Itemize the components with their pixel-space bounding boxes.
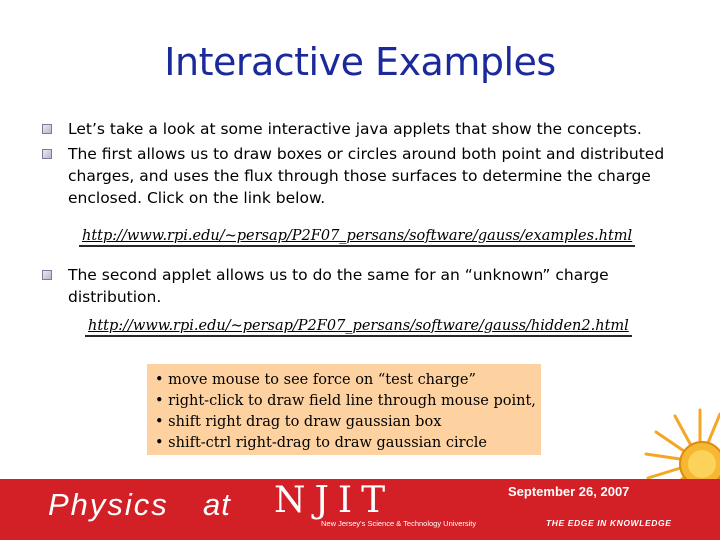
hidden-applet-link[interactable]: http://www.rpi.edu/~persap/P2F07_persans/software/gauss/hidden2.html xyxy=(88,318,629,334)
bullet-text: The second applet allows us to do the same for an “unknown” charge distribution. xyxy=(68,266,609,306)
instructions-box xyxy=(147,364,541,455)
instruction-line: • move mouse to see force on “test charge” xyxy=(155,372,476,388)
instruction-line: • shift-ctrl right-drag to draw gaussian circle xyxy=(155,435,487,451)
njit-slogan: THE EDGE IN KNOWLEDGE xyxy=(546,518,672,528)
slide-date: September 26, 2007 xyxy=(508,484,630,499)
examples-applet-link[interactable]: http://www.rpi.edu/~persap/P2F07_persans/software/gauss/examples.html xyxy=(82,228,633,244)
instruction-line: • shift right drag to draw gaussian box xyxy=(155,414,442,430)
at-logo-text: at xyxy=(203,487,231,522)
slide-title: Interactive Examples xyxy=(164,40,556,84)
instruction-line: • right-click to draw field line through mouse point, xyxy=(155,393,536,409)
bullet-item xyxy=(42,118,668,140)
njit-logo: NJIT xyxy=(274,480,395,521)
square-bullet-icon xyxy=(42,124,52,134)
square-bullet-icon xyxy=(42,149,52,159)
bullet-text: The first allows us to draw boxes or circles around both point and distributed charges, and uses the flux through those surfaces to determine the charge enclosed. Click on the link below. xyxy=(68,145,665,207)
square-bullet-icon xyxy=(42,270,52,280)
physics-logo-text: Physics xyxy=(48,487,169,522)
njit-subtitle: New Jersey's Science & Technology University xyxy=(321,519,477,528)
bullet-text: Let’s take a look at some interactive java applets that show the concepts. xyxy=(68,120,642,138)
bullet-item xyxy=(42,264,668,308)
bullet-item xyxy=(42,143,668,209)
